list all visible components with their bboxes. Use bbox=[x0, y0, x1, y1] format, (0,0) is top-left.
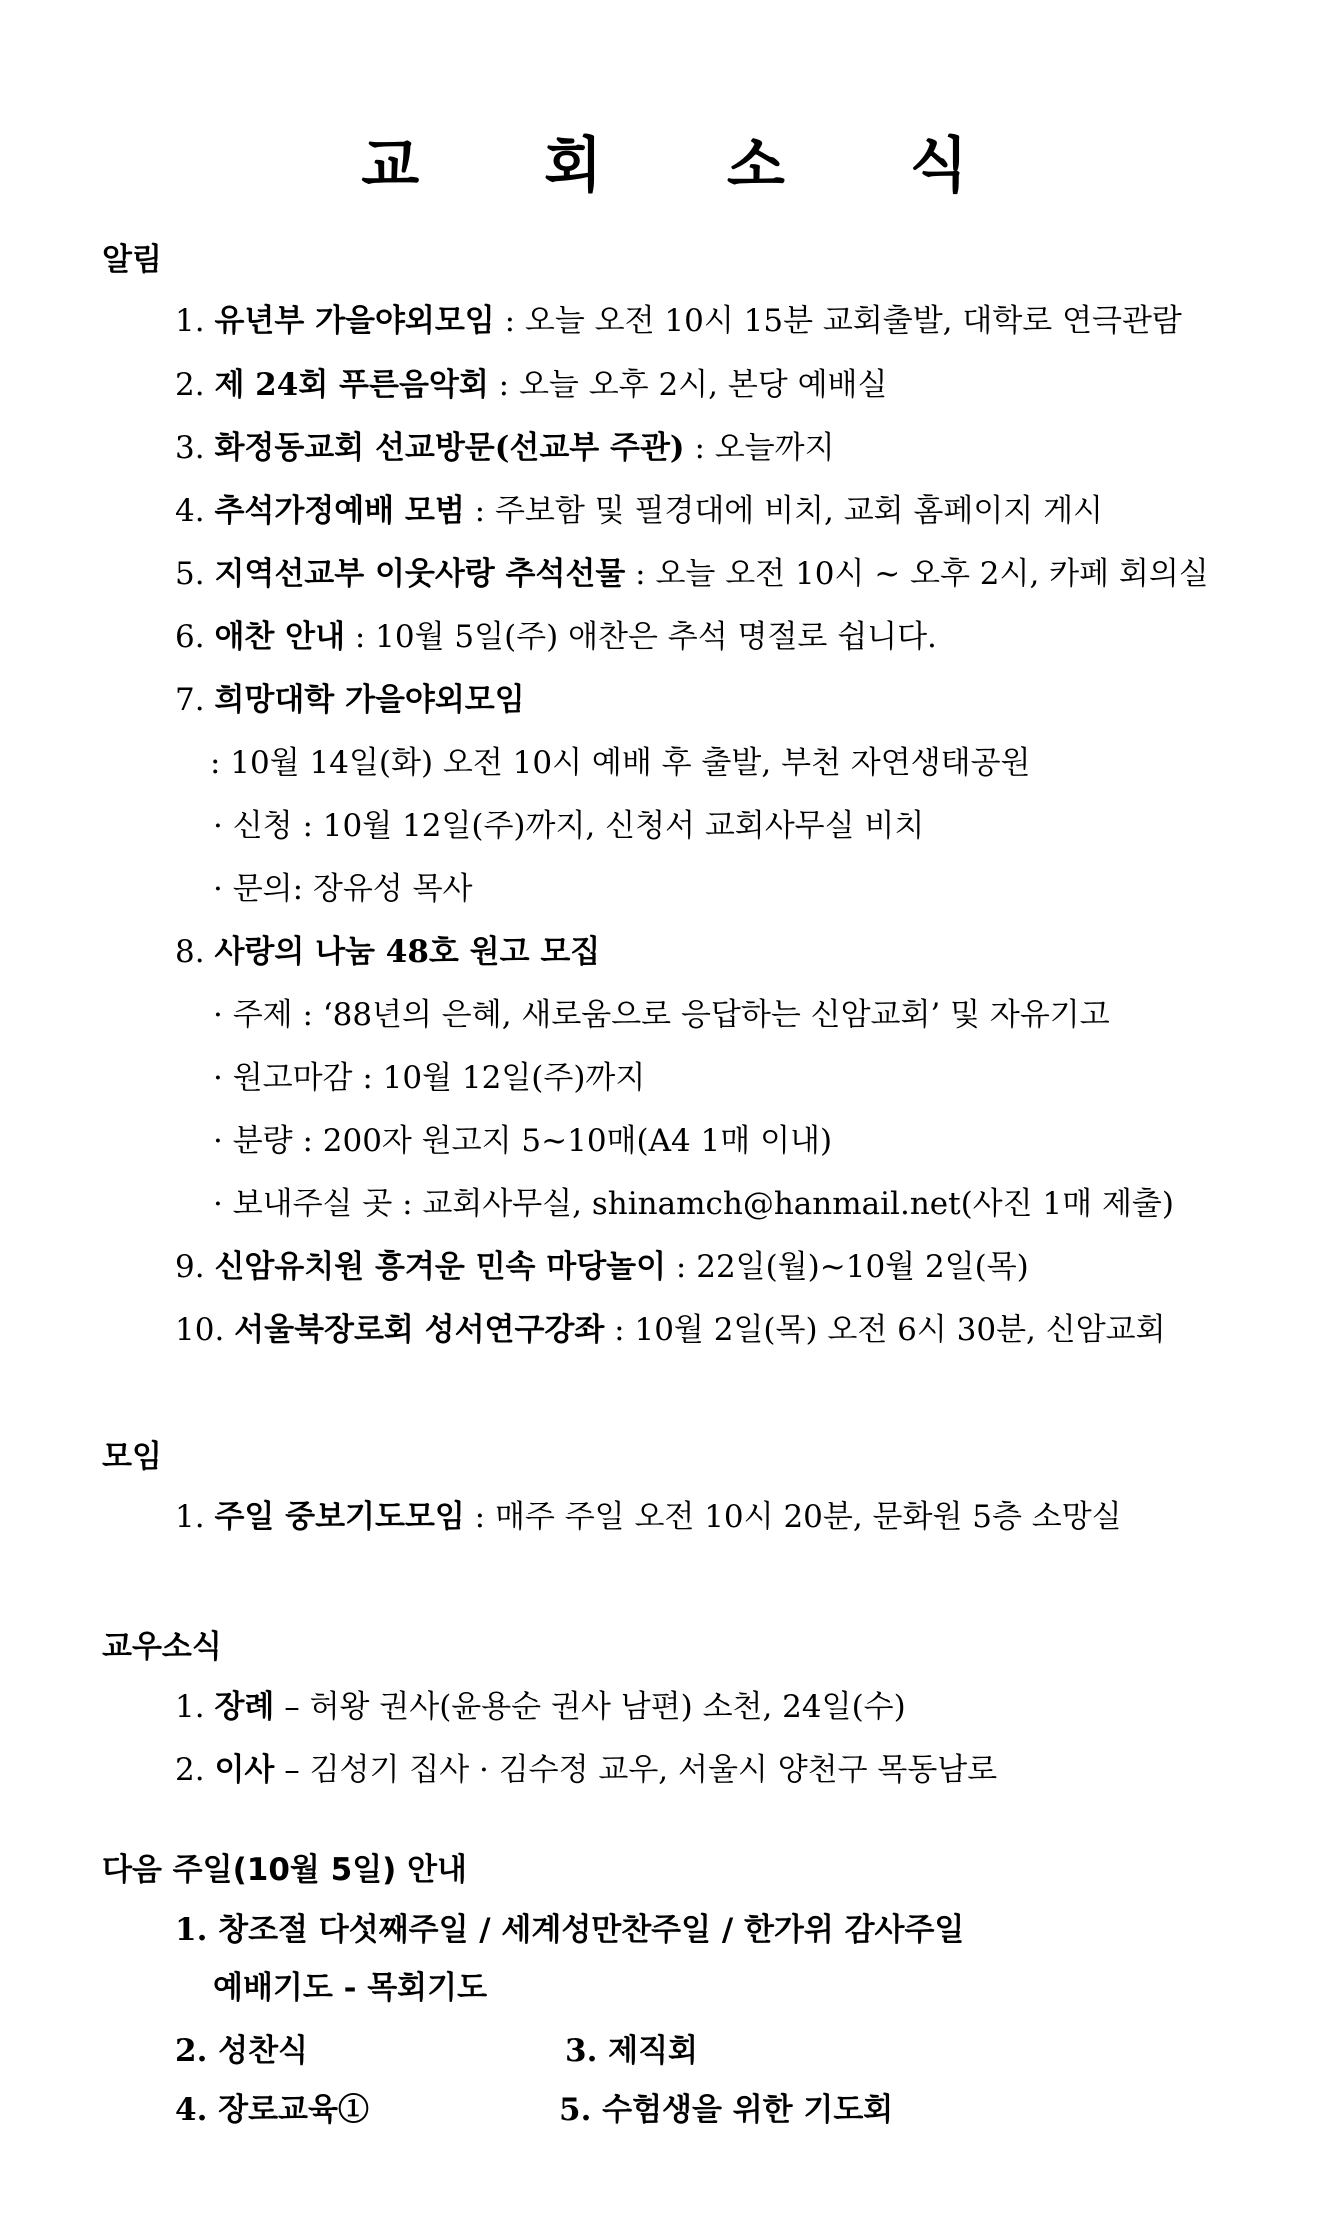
announcement-item bbox=[175, 490, 1103, 532]
item7-detail-schedule: : 10월 14일(화) 오전 10시 예배 후 출발, 부천 자연생태공원 bbox=[210, 745, 1031, 781]
item-text: 22일(월)~10월 2일(목) bbox=[696, 1249, 1029, 1285]
next-sunday-item-4: 4. 장로교육① bbox=[175, 2092, 369, 2128]
item-label: 추석가정예배 모범 bbox=[214, 493, 465, 529]
item-label: 애찬 안내 bbox=[214, 619, 346, 655]
item-label: 유년부 가을야외모임 bbox=[214, 303, 495, 339]
announcement-item bbox=[175, 679, 525, 721]
announcement-item bbox=[175, 1246, 1029, 1288]
item-text: 김성기 집사 · 김수정 교우, 서울시 양천구 목동남로 bbox=[309, 1752, 998, 1788]
item8-detail-deadline: · 원고마감 : 10월 12일(주)까지 bbox=[213, 1060, 646, 1096]
item-number: 1. bbox=[175, 1499, 205, 1535]
item-label: 화정동교회 선교방문(선교부 주관) bbox=[214, 430, 685, 466]
item-number: 10. bbox=[175, 1312, 225, 1348]
item-separator: – bbox=[274, 1689, 310, 1725]
item-text: 10월 5일(주) 애찬은 추석 명절로 쉽니다. bbox=[375, 619, 937, 655]
item-text: 허왕 권사(윤용순 권사 남편) 소천, 24일(수) bbox=[309, 1689, 906, 1725]
item-label: 장례 bbox=[214, 1689, 275, 1725]
item-number: 1. bbox=[175, 303, 205, 339]
item8-detail-topic: · 주제 : ‘88년의 은혜, 새로움으로 응답하는 신암교회’ 및 자유기고 bbox=[213, 997, 1110, 1033]
next-sunday-item-1-sub: 예배기도 - 목회기도 bbox=[213, 1970, 488, 2006]
next-sunday-item-3: 3. 제직회 bbox=[565, 2033, 698, 2069]
section-heading-announcements: 알림 bbox=[102, 242, 162, 278]
item-separator: : bbox=[625, 556, 656, 592]
item7-detail-contact: · 문의: 장유성 목사 bbox=[213, 871, 473, 907]
item-number: 8. bbox=[175, 934, 205, 970]
meeting-item bbox=[175, 1496, 1122, 1538]
item-separator: : bbox=[604, 1312, 635, 1348]
item-separator: : bbox=[684, 430, 715, 466]
item-separator: : bbox=[666, 1249, 697, 1285]
item-number: 6. bbox=[175, 619, 205, 655]
item-label: 주일 중보기도모임 bbox=[214, 1499, 465, 1535]
next-sunday-item-2: 2. 성찬식 bbox=[175, 2033, 308, 2069]
item-separator: : bbox=[464, 1499, 495, 1535]
item-number: 2. bbox=[175, 1752, 205, 1788]
section-heading-meetings: 모임 bbox=[102, 1439, 162, 1475]
item8-detail-length: · 분량 : 200자 원고지 5~10매(A4 1매 이내) bbox=[213, 1123, 833, 1159]
member-news-item bbox=[175, 1686, 906, 1728]
page-title: 교 회 소 식 bbox=[361, 131, 1020, 201]
item-text: 매주 주일 오전 10시 20분, 문화원 5층 소망실 bbox=[494, 1499, 1122, 1535]
item8-detail-submit: · 보내주실 곳 : 교회사무실, shinamch@hanmail.net(사진 1매 제출) bbox=[213, 1186, 1174, 1222]
item-number: 5. bbox=[175, 556, 205, 592]
item7-detail-apply: · 신청 : 10월 12일(주)까지, 신청서 교회사무실 비치 bbox=[213, 808, 925, 844]
item-number: 9. bbox=[175, 1249, 205, 1285]
item-label: 사랑의 나눔 48호 원고 모집 bbox=[214, 934, 601, 970]
item-label: 서울북장로회 성서연구강좌 bbox=[234, 1312, 605, 1348]
item-separator: : bbox=[488, 367, 519, 403]
member-news-item bbox=[175, 1749, 997, 1791]
next-sunday-item-1: 1. 창조절 다섯째주일 / 세계성만찬주일 / 한가위 감사주일 bbox=[175, 1912, 965, 1948]
item-label: 희망대학 가을야외모임 bbox=[214, 682, 525, 718]
next-sunday-item-5: 5. 수험생을 위한 기도회 bbox=[559, 2092, 894, 2128]
item-text: 오늘 오후 2시, 본당 예배실 bbox=[518, 367, 888, 403]
announcement-item bbox=[175, 1309, 1166, 1351]
item-label: 이사 bbox=[214, 1752, 275, 1788]
item-text: 오늘 오전 10시 ~ 오후 2시, 카페 회의실 bbox=[655, 556, 1209, 592]
item-number: 4. bbox=[175, 493, 205, 529]
item-number: 1. bbox=[175, 1689, 205, 1725]
announcement-item bbox=[175, 616, 937, 658]
item-number: 3. bbox=[175, 430, 205, 466]
item-separator: : bbox=[494, 303, 525, 339]
item-number: 2. bbox=[175, 367, 205, 403]
announcement-item bbox=[175, 364, 887, 406]
item-label: 신암유치원 흥겨운 민속 마당놀이 bbox=[214, 1249, 667, 1285]
section-heading-next-sunday: 다음 주일(10월 5일) 안내 bbox=[102, 1852, 467, 1888]
item-number: 7. bbox=[175, 682, 205, 718]
announcement-item bbox=[175, 427, 835, 469]
item-label: 제 24회 푸른음악회 bbox=[214, 367, 489, 403]
item-separator: : bbox=[345, 619, 376, 655]
item-label: 지역선교부 이웃사랑 추석선물 bbox=[214, 556, 626, 592]
item-text: 오늘까지 bbox=[714, 430, 835, 466]
section-heading-member-news: 교우소식 bbox=[102, 1629, 222, 1665]
announcement-item bbox=[175, 931, 600, 973]
item-separator: – bbox=[274, 1752, 310, 1788]
item-separator: : bbox=[464, 493, 495, 529]
item-text: 10월 2일(목) 오전 6시 30분, 신암교회 bbox=[634, 1312, 1166, 1348]
item-text: 오늘 오전 10시 15분 교회출발, 대학로 연극관람 bbox=[524, 303, 1182, 339]
item-text: 주보함 및 필경대에 비치, 교회 홈페이지 게시 bbox=[494, 493, 1103, 529]
announcement-item bbox=[175, 553, 1209, 595]
announcement-item bbox=[175, 300, 1182, 342]
